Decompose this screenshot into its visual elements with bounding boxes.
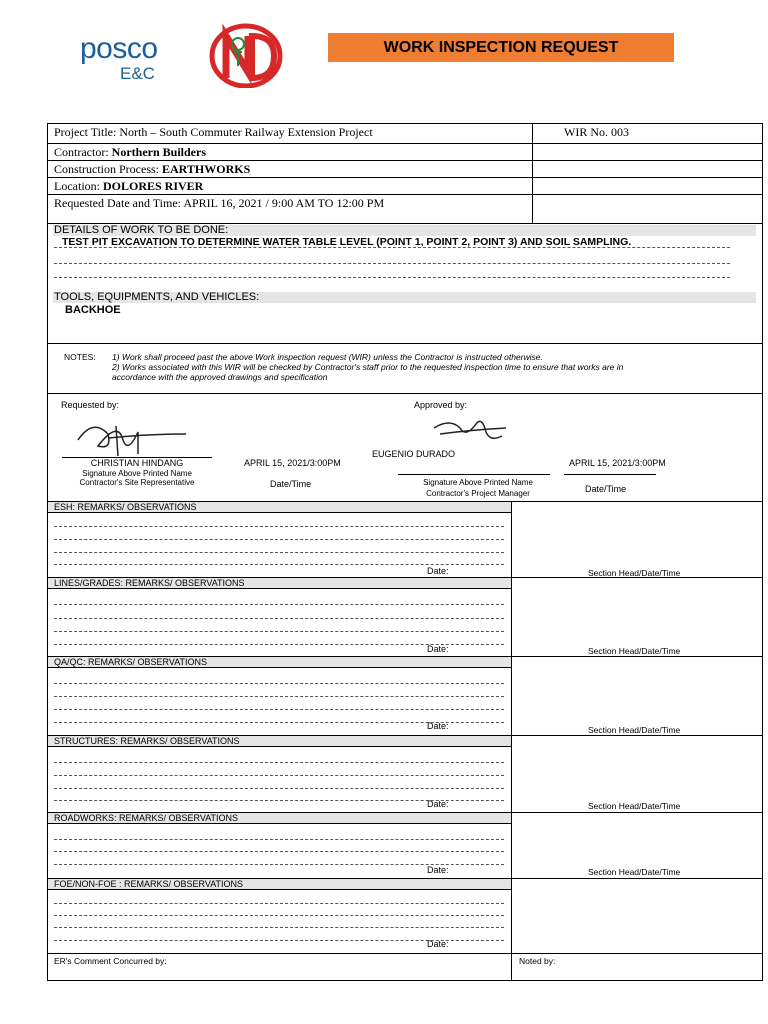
- datetime-value: APRIL 16, 2021 / 9:00 AM TO 12:00 PM: [183, 196, 385, 210]
- contractor-label: Contractor:: [54, 145, 109, 159]
- approver-signature-icon: [430, 410, 510, 450]
- datetime-label: Requested Date and Time:: [54, 196, 181, 210]
- details-section: [47, 224, 763, 344]
- location-label: Location:: [54, 179, 100, 193]
- esh-date-label: Date:: [427, 566, 449, 576]
- approver-caption2: Contractor's Project Manager: [426, 489, 530, 498]
- approver-name: EUGENIO DURADO: [372, 449, 456, 459]
- qaqc-title: QA/QC: REMARKS/ OBSERVATIONS: [48, 657, 511, 668]
- process-row: [54, 162, 250, 177]
- wir-no: [564, 125, 629, 140]
- structures-title: STRUCTURES: REMARKS/ OBSERVATIONS: [48, 736, 511, 747]
- project-label: Project Title:: [54, 125, 117, 139]
- notes-line3: accordance with the approved drawings and specification: [112, 372, 328, 382]
- roadworks-section: [47, 813, 763, 879]
- project-value: North – South Commuter Railway Extension Project: [119, 125, 373, 139]
- notes-line1: 1) Work shall proceed past the above Work inspection request (WIR) unless the Contractor is instructed otherwise.: [112, 352, 543, 362]
- requester-caption1: Signature Above Printed Name: [82, 469, 192, 478]
- header-table: [47, 123, 763, 224]
- datetime-row: [54, 196, 384, 211]
- process-label: Construction Process:: [54, 162, 159, 176]
- noted-by-label: Noted by:: [519, 956, 556, 966]
- qaqc-section-head: Section Head/Date/Time: [588, 725, 681, 735]
- tools-value: BACKHOE: [65, 304, 121, 316]
- foe-title: FOE/NON-FOE : REMARKS/ OBSERVATIONS: [48, 879, 511, 890]
- contractor-value: Northern Builders: [111, 145, 206, 159]
- location-value: DOLORES RIVER: [102, 179, 204, 193]
- requester-signature-icon: [68, 410, 188, 458]
- roadworks-title: ROADWORKS: REMARKS/ OBSERVATIONS: [48, 813, 511, 824]
- details-value: TEST PIT EXCAVATION TO DETERMINE WATER TABLE LEVEL (POINT 1, POINT 2, POINT 3) AND SOIL SAMPLING.: [62, 236, 632, 248]
- lines-grades-title: LINES/GRADES: REMARKS/ OBSERVATIONS: [48, 578, 511, 589]
- esh-section-head: Section Head/Date/Time: [588, 568, 681, 578]
- northern-builders-logo-icon: [208, 22, 284, 88]
- structures-date-label: Date:: [427, 799, 449, 809]
- contractor-row: [54, 145, 206, 160]
- lines-grades-date-label: Date:: [427, 644, 449, 654]
- requested-datetime-label: Date/Time: [270, 479, 312, 489]
- lines-grades-section-head: Section Head/Date/Time: [588, 646, 681, 656]
- approver-caption1: Signature Above Printed Name: [423, 478, 533, 487]
- esh-section: [47, 502, 763, 578]
- roadworks-date-label: Date:: [427, 865, 449, 875]
- er-comment-label: ER's Comment Concurred by:: [54, 956, 167, 966]
- wir-label: WIR No.: [564, 125, 608, 139]
- requested-date: APRIL 15, 2021/3:00PM: [244, 458, 341, 468]
- posco-logo: [80, 34, 158, 84]
- approved-datetime-label: Date/Time: [585, 484, 627, 494]
- tools-label: TOOLS, EQUIPMENTS, AND VEHICLES:: [54, 291, 260, 303]
- location-row: [54, 179, 203, 194]
- requester-caption2: Contractor's Site Representative: [79, 478, 195, 487]
- signature-section: [47, 394, 763, 502]
- structures-section: [47, 736, 763, 813]
- roadworks-section-head: Section Head/Date/Time: [588, 867, 681, 877]
- notes-line2: 2) Works associated with this WIR will be checked by Contractor's staff prior to the requested inspection time to ensure that works are in: [112, 362, 624, 372]
- notes-section: [47, 344, 763, 394]
- posco-logo-text: posco: [80, 32, 158, 65]
- qaqc-date-label: Date:: [427, 721, 449, 731]
- lines-grades-section: [47, 578, 763, 657]
- footer-section: [47, 954, 763, 981]
- structures-section-head: Section Head/Date/Time: [588, 801, 681, 811]
- process-value: EARTHWORKS: [162, 162, 251, 176]
- requested-by-label: Requested by:: [61, 400, 120, 410]
- form-title: WORK INSPECTION REQUEST: [328, 33, 674, 62]
- notes-label: NOTES:: [64, 352, 96, 362]
- approved-by-label: Approved by:: [414, 400, 468, 410]
- project-title-row: [54, 125, 373, 140]
- details-label: DETAILS OF WORK TO BE DONE:: [54, 224, 229, 236]
- foe-date-label: Date:: [427, 939, 449, 949]
- esh-title: ESH: REMARKS/ OBSERVATIONS: [48, 502, 511, 513]
- foe-section: [47, 879, 763, 954]
- posco-logo-sub: E&C: [120, 64, 155, 83]
- qaqc-section: [47, 657, 763, 736]
- wir-value: 003: [611, 125, 629, 139]
- requester-name: CHRISTIAN HINDANG: [90, 458, 184, 468]
- approved-date: APRIL 15, 2021/3:00PM: [569, 458, 666, 468]
